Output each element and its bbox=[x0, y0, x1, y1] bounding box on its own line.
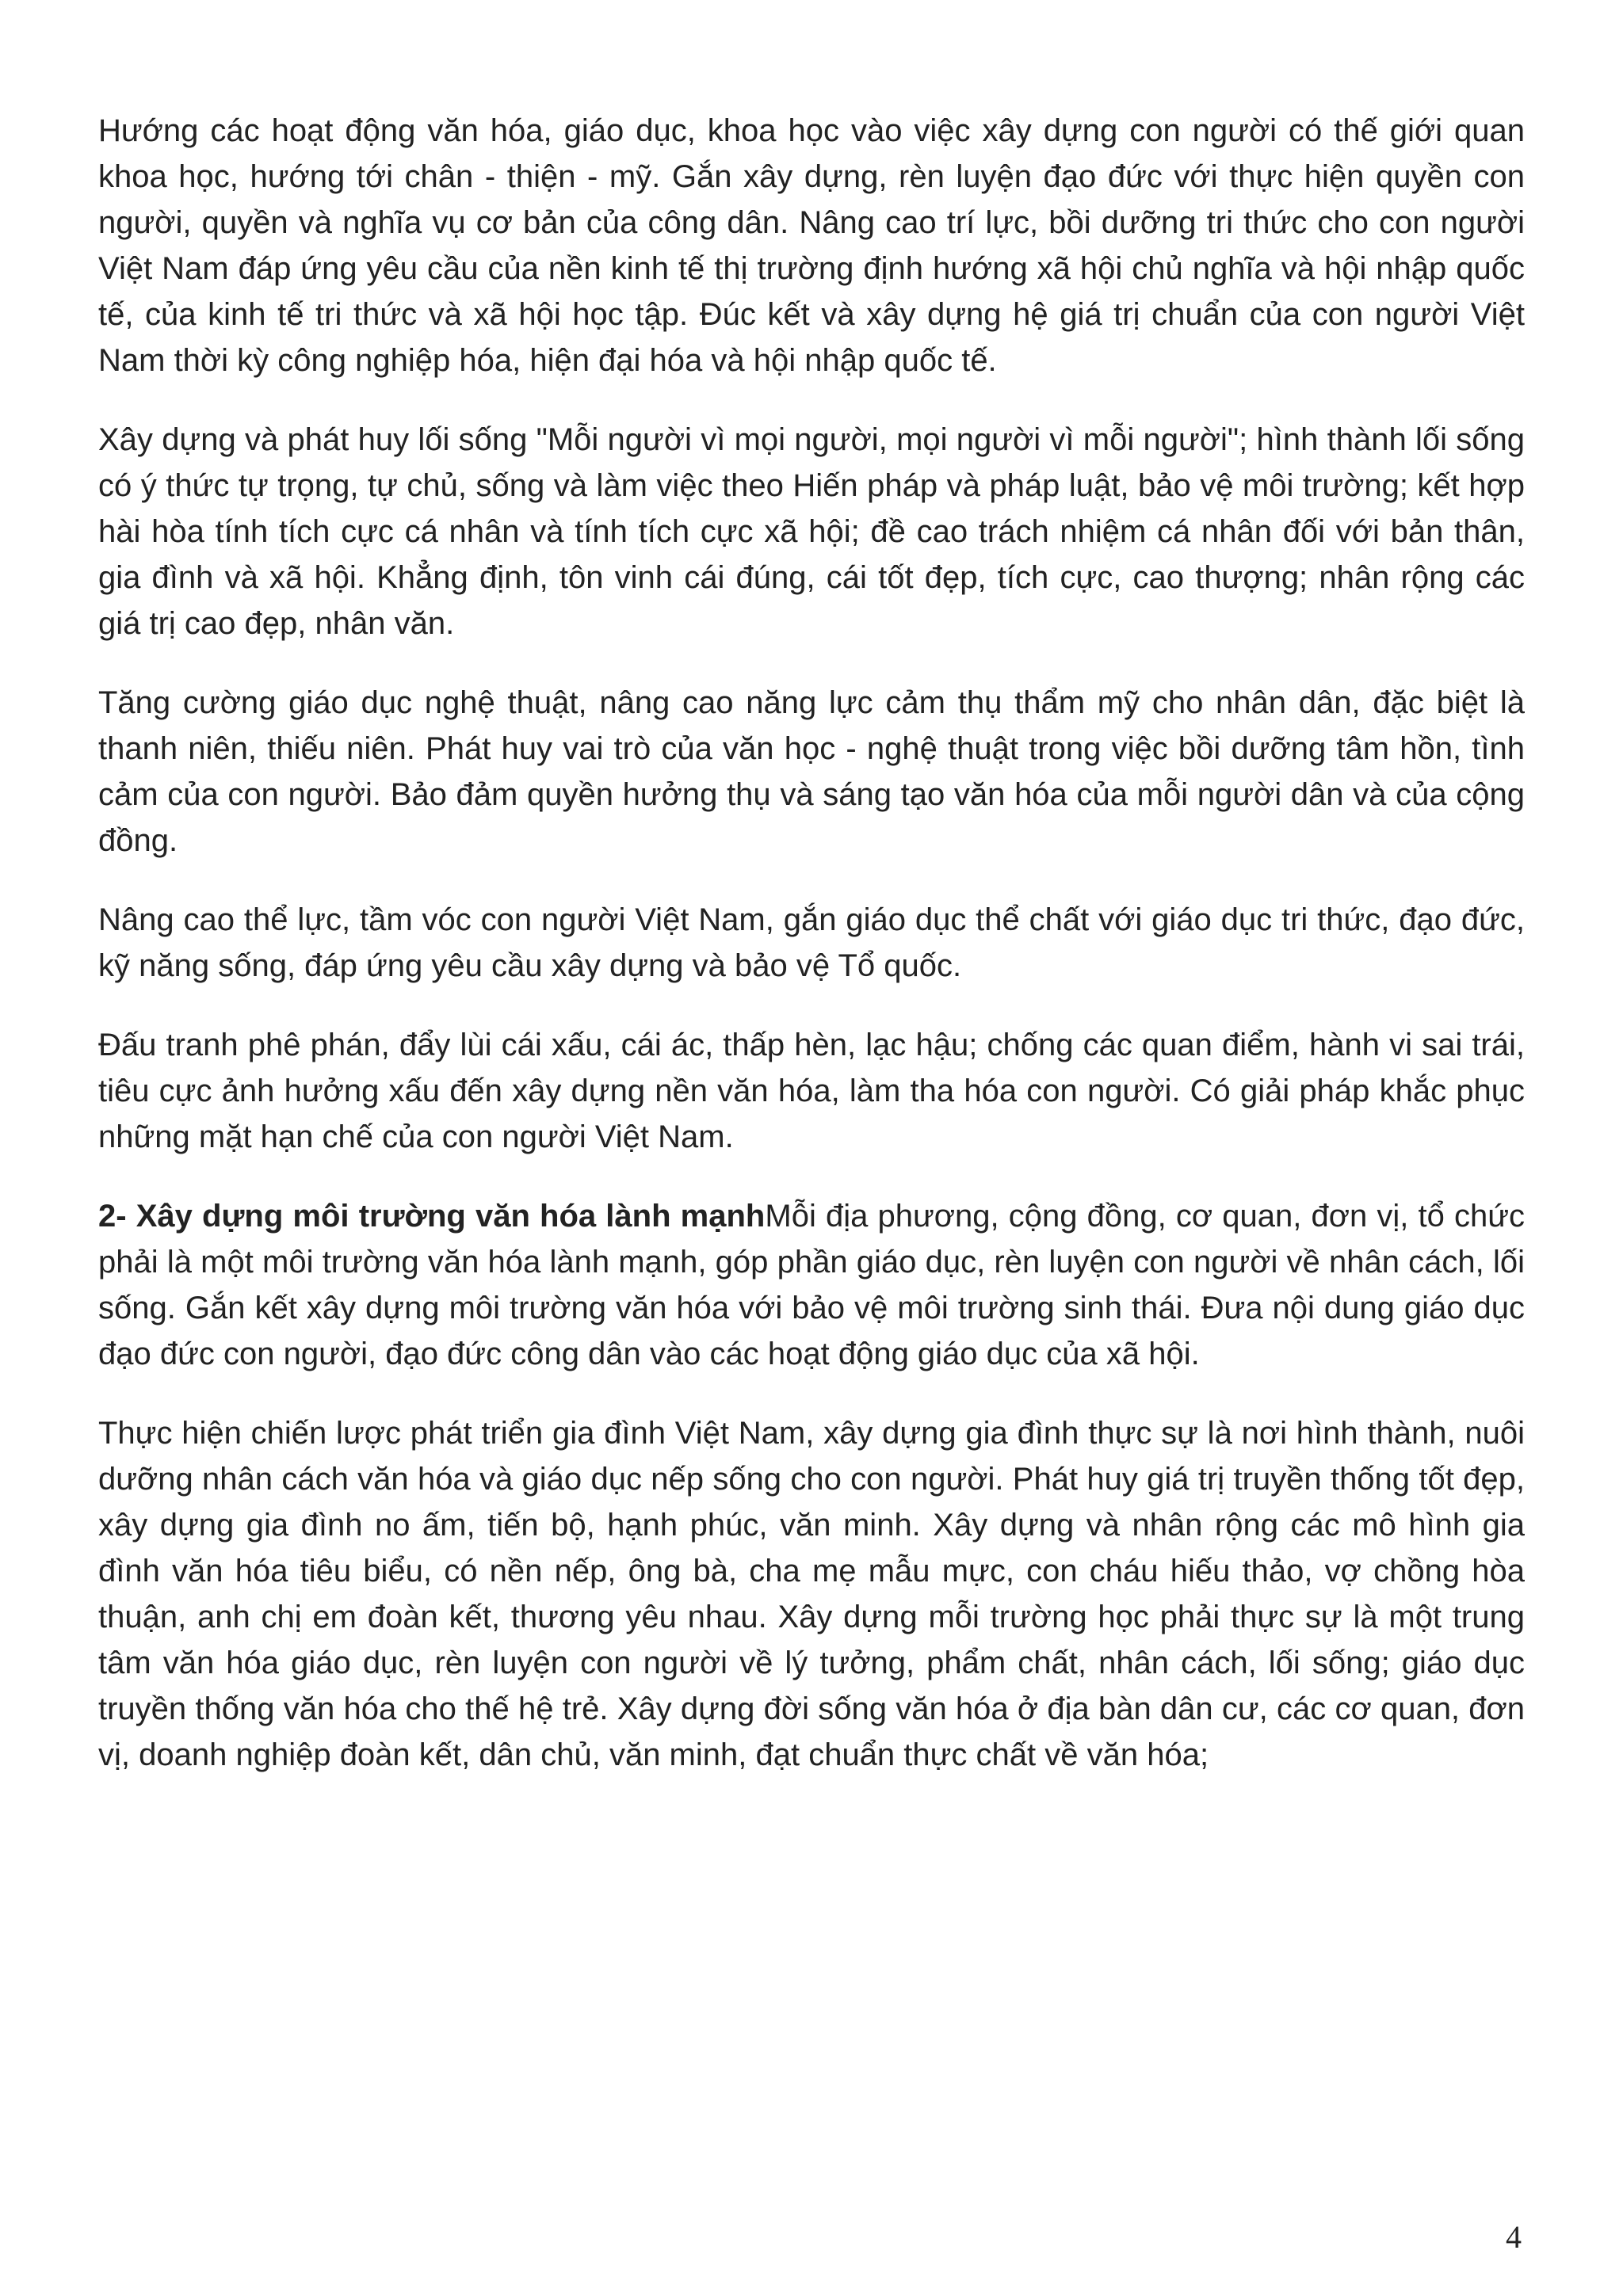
section-2-heading: 2- Xây dựng môi trường văn hóa lành mạnh bbox=[98, 1199, 766, 1234]
section-2-paragraph bbox=[98, 1193, 1525, 1377]
paragraph-2: Xây dựng và phát huy lối sống "Mỗi người vì mọi người, mọi người vì mỗi người"; hình thành lối sống có ý thức tự trọng, tự chủ, sống và làm việc theo Hiến pháp và pháp luật, bảo vệ môi trường; kết hợp hài hòa tính tích cực cá nhân và tính tích cực xã hội; đề cao trách nhiệm cá nhân đối với bản thân, gia đình và xã hội. Khẳng định, tôn vinh cái đúng, cái tốt đẹp, tích cực, cao thượng; nhân rộng các giá trị cao đẹp, nhân văn. bbox=[98, 422, 1525, 641]
paragraph-4: Nâng cao thể lực, tầm vóc con người Việt Nam, gắn giáo dục thể chất với giáo dục tri thức, đạo đức, kỹ năng sống, đáp ứng yêu cầu xây dựng và bảo vệ Tổ quốc. bbox=[98, 902, 1525, 983]
paragraph-5: Đấu tranh phê phán, đẩy lùi cái xấu, cái ác, thấp hèn, lạc hậu; chống các quan điểm, hành vi sai trái, tiêu cực ảnh hưởng xấu đến xây dựng nền văn hóa, làm tha hóa con người. Có giải pháp khắc phục những mặt hạn chế của con người Việt Nam. bbox=[98, 1028, 1525, 1154]
document-body bbox=[98, 108, 1525, 1811]
paragraph-7: Thực hiện chiến lược phát triển gia đình Việt Nam, xây dựng gia đình thực sự là nơi hình thành, nuôi dưỡng nhân cách văn hóa và giáo dục nếp sống cho con người. Phát huy giá trị truyền thống tốt đẹp, xây dựng gia đình no ấm, tiến bộ, hạnh phúc, văn minh. Xây dựng và nhân rộng các mô hình gia đình văn hóa tiêu biểu, có nền nếp, ông bà, cha mẹ mẫu mực, con cháu hiếu thảo, vợ chồng hòa thuận, anh chị em đoàn kết, thương yêu nhau. Xây dựng mỗi trường học phải thực sự là một trung tâm văn hóa giáo dục, rèn luyện con người về lý tưởng, phẩm chất, nhân cách, lối sống; giáo dục truyền thống văn hóa cho thế hệ trẻ. Xây dựng đời sống văn hóa ở địa bàn dân cư, các cơ quan, đơn vị, doanh nghiệp đoàn kết, dân chủ, văn minh, đạt chuẩn thực chất về văn hóa; bbox=[98, 1416, 1525, 1772]
paragraph-1: Hướng các hoạt động văn hóa, giáo dục, khoa học vào việc xây dựng con người có thế giới quan khoa học, hướng tới chân - thiện - mỹ. Gắn xây dựng, rèn luyện đạo đức với thực hiện quyền con người, quyền và nghĩa vụ cơ bản của công dân. Nâng cao trí lực, bồi dưỡng tri thức cho con người Việt Nam đáp ứng yêu cầu của nền kinh tế thị trường định hướng xã hội chủ nghĩa và hội nhập quốc tế, của kinh tế tri thức và xã hội học tập. Đúc kết và xây dựng hệ giá trị chuẩn của con người Việt Nam thời kỳ công nghiệp hóa, hiện đại hóa và hội nhập quốc tế. bbox=[98, 113, 1525, 378]
section-2-text: Mỗi địa phương, cộng đồng, cơ quan, đơn vị, tổ chức phải là một môi trường văn hóa lành mạnh, góp phần giáo dục, rèn luyện con người về nhân cách, lối sống. Gắn kết xây dựng môi trường văn hóa với bảo vệ môi trường sinh thái. Đưa nội dung giáo dục đạo đức con người, đạo đức công dân vào các hoạt động giáo dục của xã hội. bbox=[98, 1199, 1526, 1371]
paragraph-3: Tăng cường giáo dục nghệ thuật, nâng cao năng lực cảm thụ thẩm mỹ cho nhân dân, đặc biệt là thanh niên, thiếu niên. Phát huy vai trò của văn học - nghệ thuật trong việc bồi dưỡng tâm hồn, tình cảm của con người. Bảo đảm quyền hưởng thụ và sáng tạo văn hóa của mỗi người dân và của cộng đồng. bbox=[98, 685, 1525, 858]
page-number: 4 bbox=[1506, 2219, 1522, 2255]
